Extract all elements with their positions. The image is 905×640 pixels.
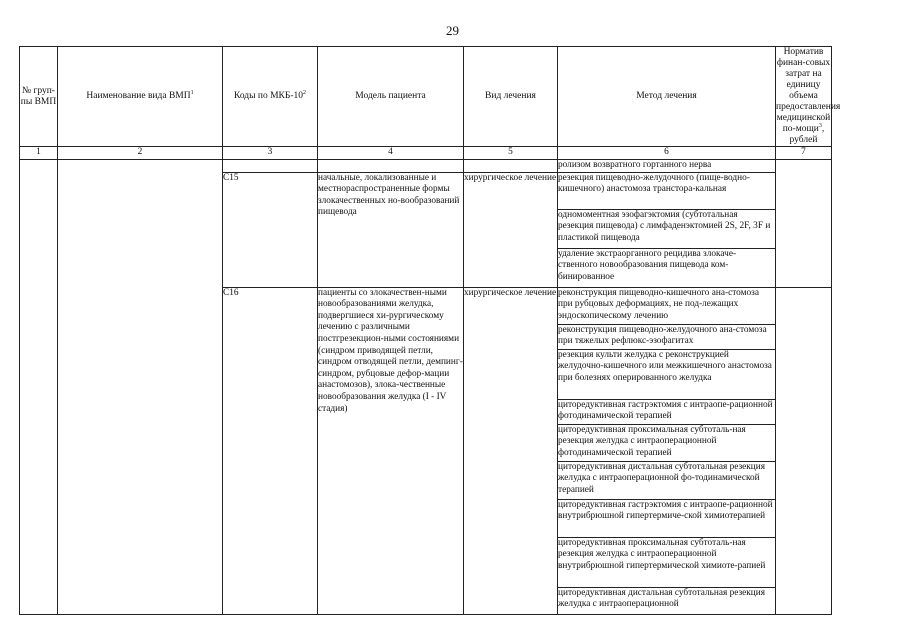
treatment-type: хирургическое лечение — [464, 172, 558, 287]
column-number: 6 — [558, 147, 776, 160]
column-number: 3 — [223, 147, 318, 160]
column-number: 7 — [776, 147, 832, 160]
treatment-type: хирургическое лечение — [464, 287, 558, 614]
header-treatment-type: Вид лечения — [464, 47, 558, 147]
treatment-method: удаление экстраорганного рецидива злокаче-ственного новообразования пищевода ком-бинированное — [558, 248, 776, 287]
column-number: 1 — [20, 147, 58, 160]
treatment-method: циторедуктивная гастрэктомия с интраопе-рационной фотодинамической терапией — [558, 399, 776, 424]
header-cost-norm: Норматив финан-совых затрат на единицу объема предоставления медицинской по-мощи$^3$, рублей — [776, 47, 841, 145]
cost-cell — [776, 159, 832, 287]
treatment-method: циторедуктивная проксимальная субтоталь-ная резекция желудка с интраоперационной внутрибрюшной гипертермической химиоте-рапией — [558, 537, 776, 587]
column-number: 2 — [58, 147, 223, 160]
header-vmp-name: Наименование вида ВМП$^1$ — [58, 47, 223, 147]
vmp-name-cell — [58, 159, 223, 614]
treatment-method: резекция пищеводно-желудочного (пище-водно-кишечного) анастомоза трансторa-кальная — [558, 172, 776, 209]
icd-code: C15 — [223, 172, 318, 287]
treatment-method: циторедуктивная проксимальная субтоталь-ная резекция желудка с интраоперационной фотодинамической терапией — [558, 424, 776, 461]
header-patient-model: Модель пациента — [318, 47, 464, 147]
method-cell: ролизом возвратного гортанного нерва — [558, 159, 776, 172]
header-icd-codes: Коды по МКБ-$10^2$ — [223, 47, 318, 147]
cost-cell — [776, 287, 832, 614]
treatment-cell — [464, 159, 558, 172]
group-number-cell — [20, 159, 58, 614]
treatment-method: реконструкция пищеводно-желудочного ана-стомоза при тяжелых рефлюкс-эзофагитах — [558, 324, 776, 349]
treatment-method: реконструкция пищеводно-кишечного ана-стомоза при рубцовых деформациях, не под-лежащих эндоскопическому лечению — [558, 287, 776, 324]
column-number: 5 — [464, 147, 558, 160]
patient-model: начальные, локализованные и местнораспространенные формы злокачественных но-вообразований пищевода — [318, 172, 464, 287]
treatment-method: циторедуктивная дистальная субтотальная резекция желудка с интраоперационной фо-тодинамической терапией — [558, 461, 776, 499]
patient-model: пациенты со злокачествен-ными новообразованиями желудка, подвергшиеся хи-рургическому лечению с различными постгрезекцион-ными состояниями (синдром приводящей петли, синдром отводящей петли, демпинг-синдром, рубцовые дефор-мации анастомозов), злока-чественные новообразования желудка (I - IV стадия) — [318, 287, 464, 614]
page-number: 29 — [446, 23, 459, 38]
model-cell — [318, 159, 464, 172]
treatment-method: резекция культи желудка с реконструкцией желудочно-кишечного или межкишечного анастомоза при болезнях оперированного желудка — [558, 349, 776, 399]
column-number: 4 — [318, 147, 464, 160]
treatment-method: одномоментная эзофагэктомия (субтотальная резекция пищевода) с лимфаденэктомией 2S, 2F, 3F и пластикой пищевода — [558, 209, 776, 248]
treatment-method: циторедуктивная дистальная субтотальная резекция желудка с интраоперационной — [558, 587, 776, 614]
code-cell — [223, 159, 318, 172]
header-treatment-method: Метод лечения — [558, 47, 776, 147]
treatment-method: циторедуктивная гастрэктомия с интраопе-рационной внутрибрюшной гипертермиче-ской химиотерапией — [558, 499, 776, 537]
header-group-number: № груп-пы ВМП — [20, 47, 58, 147]
icd-code: C16 — [223, 287, 318, 614]
medical-care-table — [19, 46, 841, 615]
